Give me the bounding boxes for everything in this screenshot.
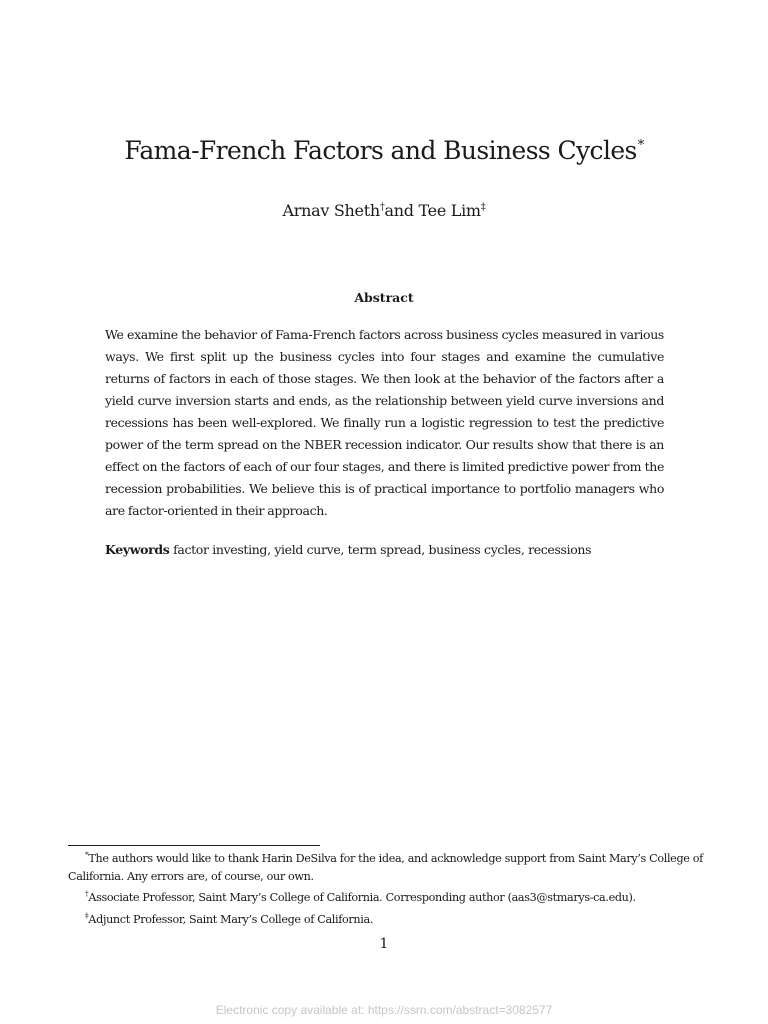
footnotes [68, 846, 704, 928]
ssrn-watermark: Electronic copy available at: https://ssrn.com/abstract=3082577 [215, 1003, 553, 1017]
author-name: Arnav Sheth [282, 201, 380, 220]
footnote-item [68, 846, 704, 885]
page-number: 1 [379, 936, 389, 952]
footnote-mark: ‡ [85, 910, 89, 920]
keywords-text: factor investing, yield curve, term spread, business cycles, recessions [173, 542, 592, 557]
paper-title-text: Fama-French Factors and Business Cycles [124, 136, 637, 165]
keywords-label: Keywords [105, 542, 170, 557]
paper-title [0, 136, 768, 165]
author-footnote-mark: † [379, 202, 385, 213]
footnote-mark: * [85, 850, 89, 859]
title-footnote-mark: * [637, 138, 644, 153]
footnote-mark: † [85, 889, 89, 898]
abstract-heading: Abstract [354, 290, 414, 305]
footnote-item [68, 885, 704, 907]
footnote-item [68, 907, 704, 929]
footnote-text: Associate Professor, Saint Mary’s College of California. Corresponding author (aas3@stmarys-ca.edu). [88, 891, 636, 904]
keywords-line [105, 542, 685, 557]
footnote-text: The authors would like to thank Harin DeSilva for the idea, and acknowledge support from Saint Mary’s College of California. Any errors are, of course, our own. [68, 852, 703, 883]
footnote-text: Adjunct Professor, Saint Mary’s College of California. [88, 912, 374, 926]
author-line [0, 201, 768, 220]
author-footnote-mark: ‡ [480, 202, 486, 213]
abstract-body: We examine the behavior of Fama-French factors across business cycles measured in various ways. We first split up the business cycles into four stages and examine the cumulative returns of factors in each of those stages. We then look at the behavior of the factors after a yield curve inversion starts and ends, as the relationship between yield curve inversions and recessions has been well-explored. We finally run a logistic regression to test the predictive power of the term spread on the NBER recession indicator. Our results show that there is an effect on the factors of each of our four stages, and there is limited predictive power from the recession probabilities. We believe this is of practical importance to portfolio managers who are factor-oriented in their approach. [105, 327, 664, 518]
author-name: and Tee Lim [384, 201, 481, 220]
